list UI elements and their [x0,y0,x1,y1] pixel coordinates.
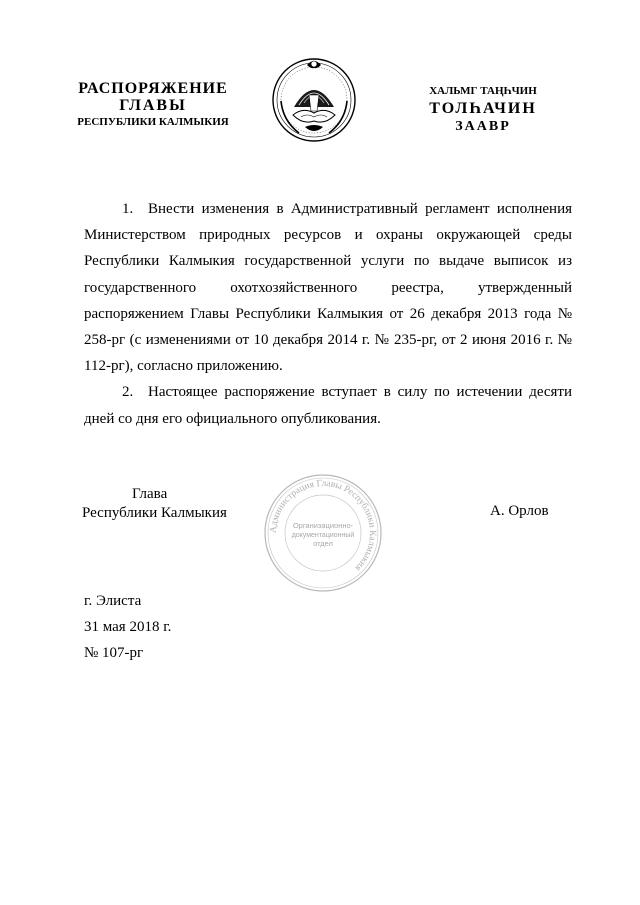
order-body [84,196,572,432]
item-number: 2. [122,384,134,401]
signatory-name: А. Орлов [490,503,549,519]
item-number: 1. [122,201,134,217]
document-number: № 107-рг [84,645,144,661]
header-kalmyk [408,82,558,136]
header-kalmyk-line2: ТОЛҺАЧИН [429,100,537,117]
item-text: Настоящее распоряжение вступает в силу по истечении десяти дней со дня его официального опубликования. [84,384,572,427]
order-item-2 [84,379,572,431]
header-kalmyk-line3: ЗААВР [455,119,511,134]
date: 31 мая 2018 г. [84,619,172,635]
stamp-center-line2: документационный [291,532,355,539]
document-type-header [64,80,242,131]
signatory-title-line2: Республики Калмыкия [82,505,227,521]
header-kalmyk-line1: ХАЛЬМГ ТАҢҺЧИН [429,85,537,97]
city: г. Элиста [84,593,142,609]
header-subtitle: ГЛАВЫ [119,97,187,114]
stamp-center-line1: Организационно- [292,521,354,530]
official-stamp [262,472,384,594]
item-text: Внести изменения в Административный регламент исполнения Министерством природных ресурсов и охраны окружающей среды Республики Калмыкия государственной услуги по выдаче выписок из государственного охотхозяйственного реестра, утвержденный распоряжением Главы Республики Калмыкия от 26 декабря 2013 года № 258-рг (с изменениями от 10 декабря 2014 г. № 235-рг, от 2 июня 2016 г. № 112-рг), согласно приложению. [84,201,572,375]
header-republic: РЕСПУБЛИКИ КАЛМЫКИЯ [77,116,229,128]
stamp-center-line3: отдел [313,539,333,548]
stamp-ring-text: Администрация Главы Республики Калмыкия [268,478,378,573]
signatory-title-line1: Глава [132,486,168,502]
order-item-1 [84,196,572,379]
place-and-date [84,588,171,666]
coat-of-arms-emblem-icon [271,55,357,143]
header-title: РАСПОРЯЖЕНИЕ [78,80,228,97]
signatory-title [82,485,232,523]
